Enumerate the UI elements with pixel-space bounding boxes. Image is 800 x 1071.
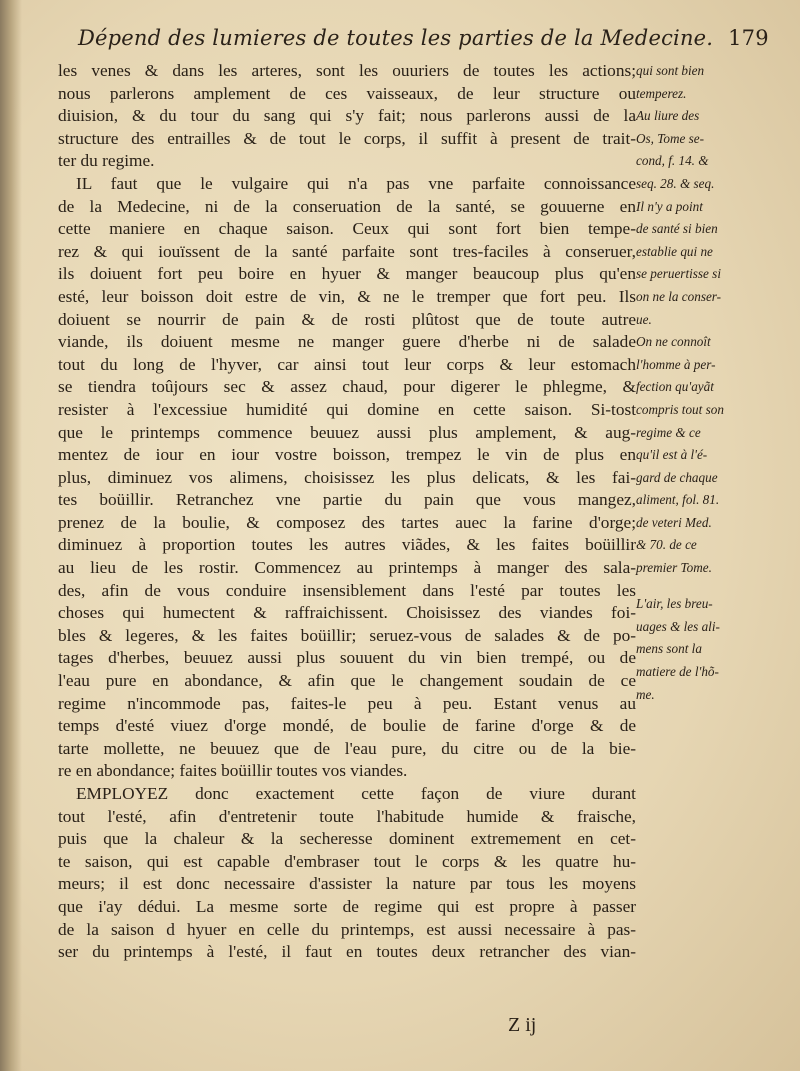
margin-note-line: premier Tome. [636, 560, 712, 576]
margin-note-line: on ne la conser- [636, 288, 722, 304]
text-line: tout du long de l'hyver, car ainsi tout leur corps & leur estomach [58, 354, 636, 374]
margin-note-line: seq. 28. & seq. [636, 175, 715, 191]
margin-note-line: regime & ce [636, 424, 701, 440]
text-line: plus, diminuez vos alimens, choisissez les plus delicats, & les fai- [58, 467, 636, 487]
margin-note-line: qui sont bien [636, 63, 705, 78]
text-line: l'eau pure en abondance, & afin que le changement soudain de ce [58, 671, 636, 691]
main-text-column [58, 60, 636, 964]
text-line: tages d'herbes, beuuez aussi plus souuent du vin bien trempé, ou de [58, 648, 636, 668]
margin-note-line: On ne connoît [636, 334, 711, 350]
text-line: EMPLOYEZ donc exactement cette façon de viure durant [76, 784, 636, 803]
margin-note-line: compris tout son [636, 401, 724, 417]
running-title: Dépend des lumieres de toutes les parties de la Medecine. [78, 26, 714, 50]
margin-note-line: ue. [636, 311, 652, 327]
text-line: structure des entrailles & de tout le corps, il suffit à present de trait- [58, 128, 636, 148]
text-line: viande, ils doiuent mesme ne manger guere d'herbe ni de salade [58, 332, 636, 352]
text-line: de la saison d hyuer en celle du printemps, est aussi necessaire à pas- [58, 919, 636, 939]
signature-mark: Z ij [508, 1014, 537, 1036]
marginal-notes-column [636, 60, 788, 706]
text-line: mentez de iour en iour vostre boisson, trempez le vin de plus en [58, 445, 636, 465]
page-number: 179 [728, 26, 769, 50]
text-line: des, afin de vous conduire insensiblement dans l'esté par toutes les [58, 580, 636, 600]
text-line: tarte mollette, ne beuuez que de l'eau pure, du citre ou de la bie- [58, 738, 636, 758]
text-line: temps d'esté viuez d'orge mondé, de boulie de farine d'orge & de [58, 716, 636, 736]
margin-note [636, 196, 788, 332]
text-line: que i'ay dédui. La mesme sorte de regime qui est propre à passer [58, 896, 636, 916]
margin-note-line: l'homme à per- [636, 356, 716, 372]
text-line: diminuez à proportion toutes les autres viãdes, & les faites boüillir [58, 535, 636, 555]
text-line: au lieu de les rostir. Commencez au printemps à manger des sala- [58, 558, 636, 578]
text-line: te saison, qui est capable d'embraser tout le corps & les quatre hu- [58, 851, 636, 871]
text-line: ser du printemps à l'esté, il faut en toutes deux retrancher des vian- [58, 942, 636, 962]
text-line: les venes & dans les arteres, sont les ouuriers de toutes les actions; [58, 61, 636, 80]
text-line: re en abondance; faites boüillir toutes vos viandes. [58, 761, 408, 781]
text-line: puis que la chaleur & la secheresse dominent extremement en cet- [58, 829, 636, 849]
text-line: que le printemps commence beuuez aussi plus amplement, & aug- [58, 422, 636, 442]
margin-note [636, 593, 788, 706]
text-line: meurs; il est donc necessaire d'assister la nature par tous les moyens [58, 874, 636, 894]
margin-note-line: Au liure des [636, 108, 700, 124]
margin-note-line: Os, Tome se- [636, 130, 705, 146]
text-line: diuision, & du tour du sang qui s'y fait; nous parlerons aussi de la [58, 106, 636, 126]
margin-note-line: cond, f. 14. & [636, 153, 709, 169]
text-line: de la Medecine, ni de la conseruation de la santé, se gouuerne en [58, 196, 636, 216]
text-line: IL faut que le vulgaire qui n'a pas vne parfaite connoissance [76, 173, 636, 193]
page-gutter-shadow [0, 0, 22, 1071]
text-line: regime n'incommode pas, faites-le peu à peu. Estant venus au [58, 693, 636, 713]
text-line: tes boüillir. Retranchez vne partie du pain que vous mangez, [58, 490, 636, 510]
text-line: choses qui humectent & raffraichissent. Choisissez des viandes foi- [58, 603, 636, 623]
margin-note-line: matiere de l'hõ- [636, 663, 719, 679]
margin-note-line: Il n'y a point [636, 198, 703, 214]
margin-note-line: uages & les ali- [636, 618, 720, 634]
text-line: esté, leur boisson doit estre de vin, & ne le tremper que fort peu. Ils [58, 286, 636, 306]
margin-note-line: establie qui ne [636, 243, 713, 259]
margin-note-line: de santé si bien [636, 221, 718, 237]
margin-note-line: L'air, les breu- [636, 596, 713, 612]
margin-note-line: mens sont la [636, 641, 702, 657]
text-line: bles & legeres, & les faites boüillir; seruez-vous de salades & de po- [58, 625, 636, 645]
text-line: ils doiuent fort peu boire en hyuer & manger beaucoup plus qu'en [58, 264, 636, 284]
margin-note-line: qu'il est à l'é- [636, 447, 708, 463]
text-line: prenez de la boulie, & composez des tartes auec la farine d'orge; [58, 512, 636, 532]
margin-note-line: se peruertisse si [636, 266, 721, 282]
text-line: doiuent se nourrir de pain & de rosti plûtost que de toute autre [58, 309, 636, 329]
text-line: ter du regime. [58, 151, 155, 171]
margin-note-line: & 70. de ce [636, 537, 697, 553]
text-line: cette maniere en chaque saison. Ceux qui sont fort bien tempe- [58, 219, 636, 239]
text-line: rez & qui iouïssent de la santé parfaite sont tres-faciles à conseruer, [58, 241, 636, 261]
text-line: tout l'esté, afin d'entretenir toute l'habitude humide & fraische, [58, 806, 636, 826]
margin-note-line: fection qu'ayãt [636, 379, 714, 395]
margin-note [636, 331, 788, 580]
margin-note-line: temperez. [636, 85, 687, 101]
margin-note-line: de veteri Med. [636, 514, 712, 530]
margin-note-line: me. [636, 686, 655, 702]
running-header [78, 26, 769, 50]
margin-note-line: gard de chaque [636, 469, 718, 485]
margin-note [636, 60, 788, 196]
text-line: nous parlerons amplement de ces vaisseaux, de leur structure ou [58, 83, 636, 103]
text-line: resister à l'excessiue humidité qui domine en cette saison. Si-tost [58, 399, 636, 419]
text-line: se tiendra toûjours sec & assez chaud, pour digerer le phlegme, & [58, 377, 636, 397]
margin-note-line: aliment, fol. 81. [636, 492, 720, 508]
